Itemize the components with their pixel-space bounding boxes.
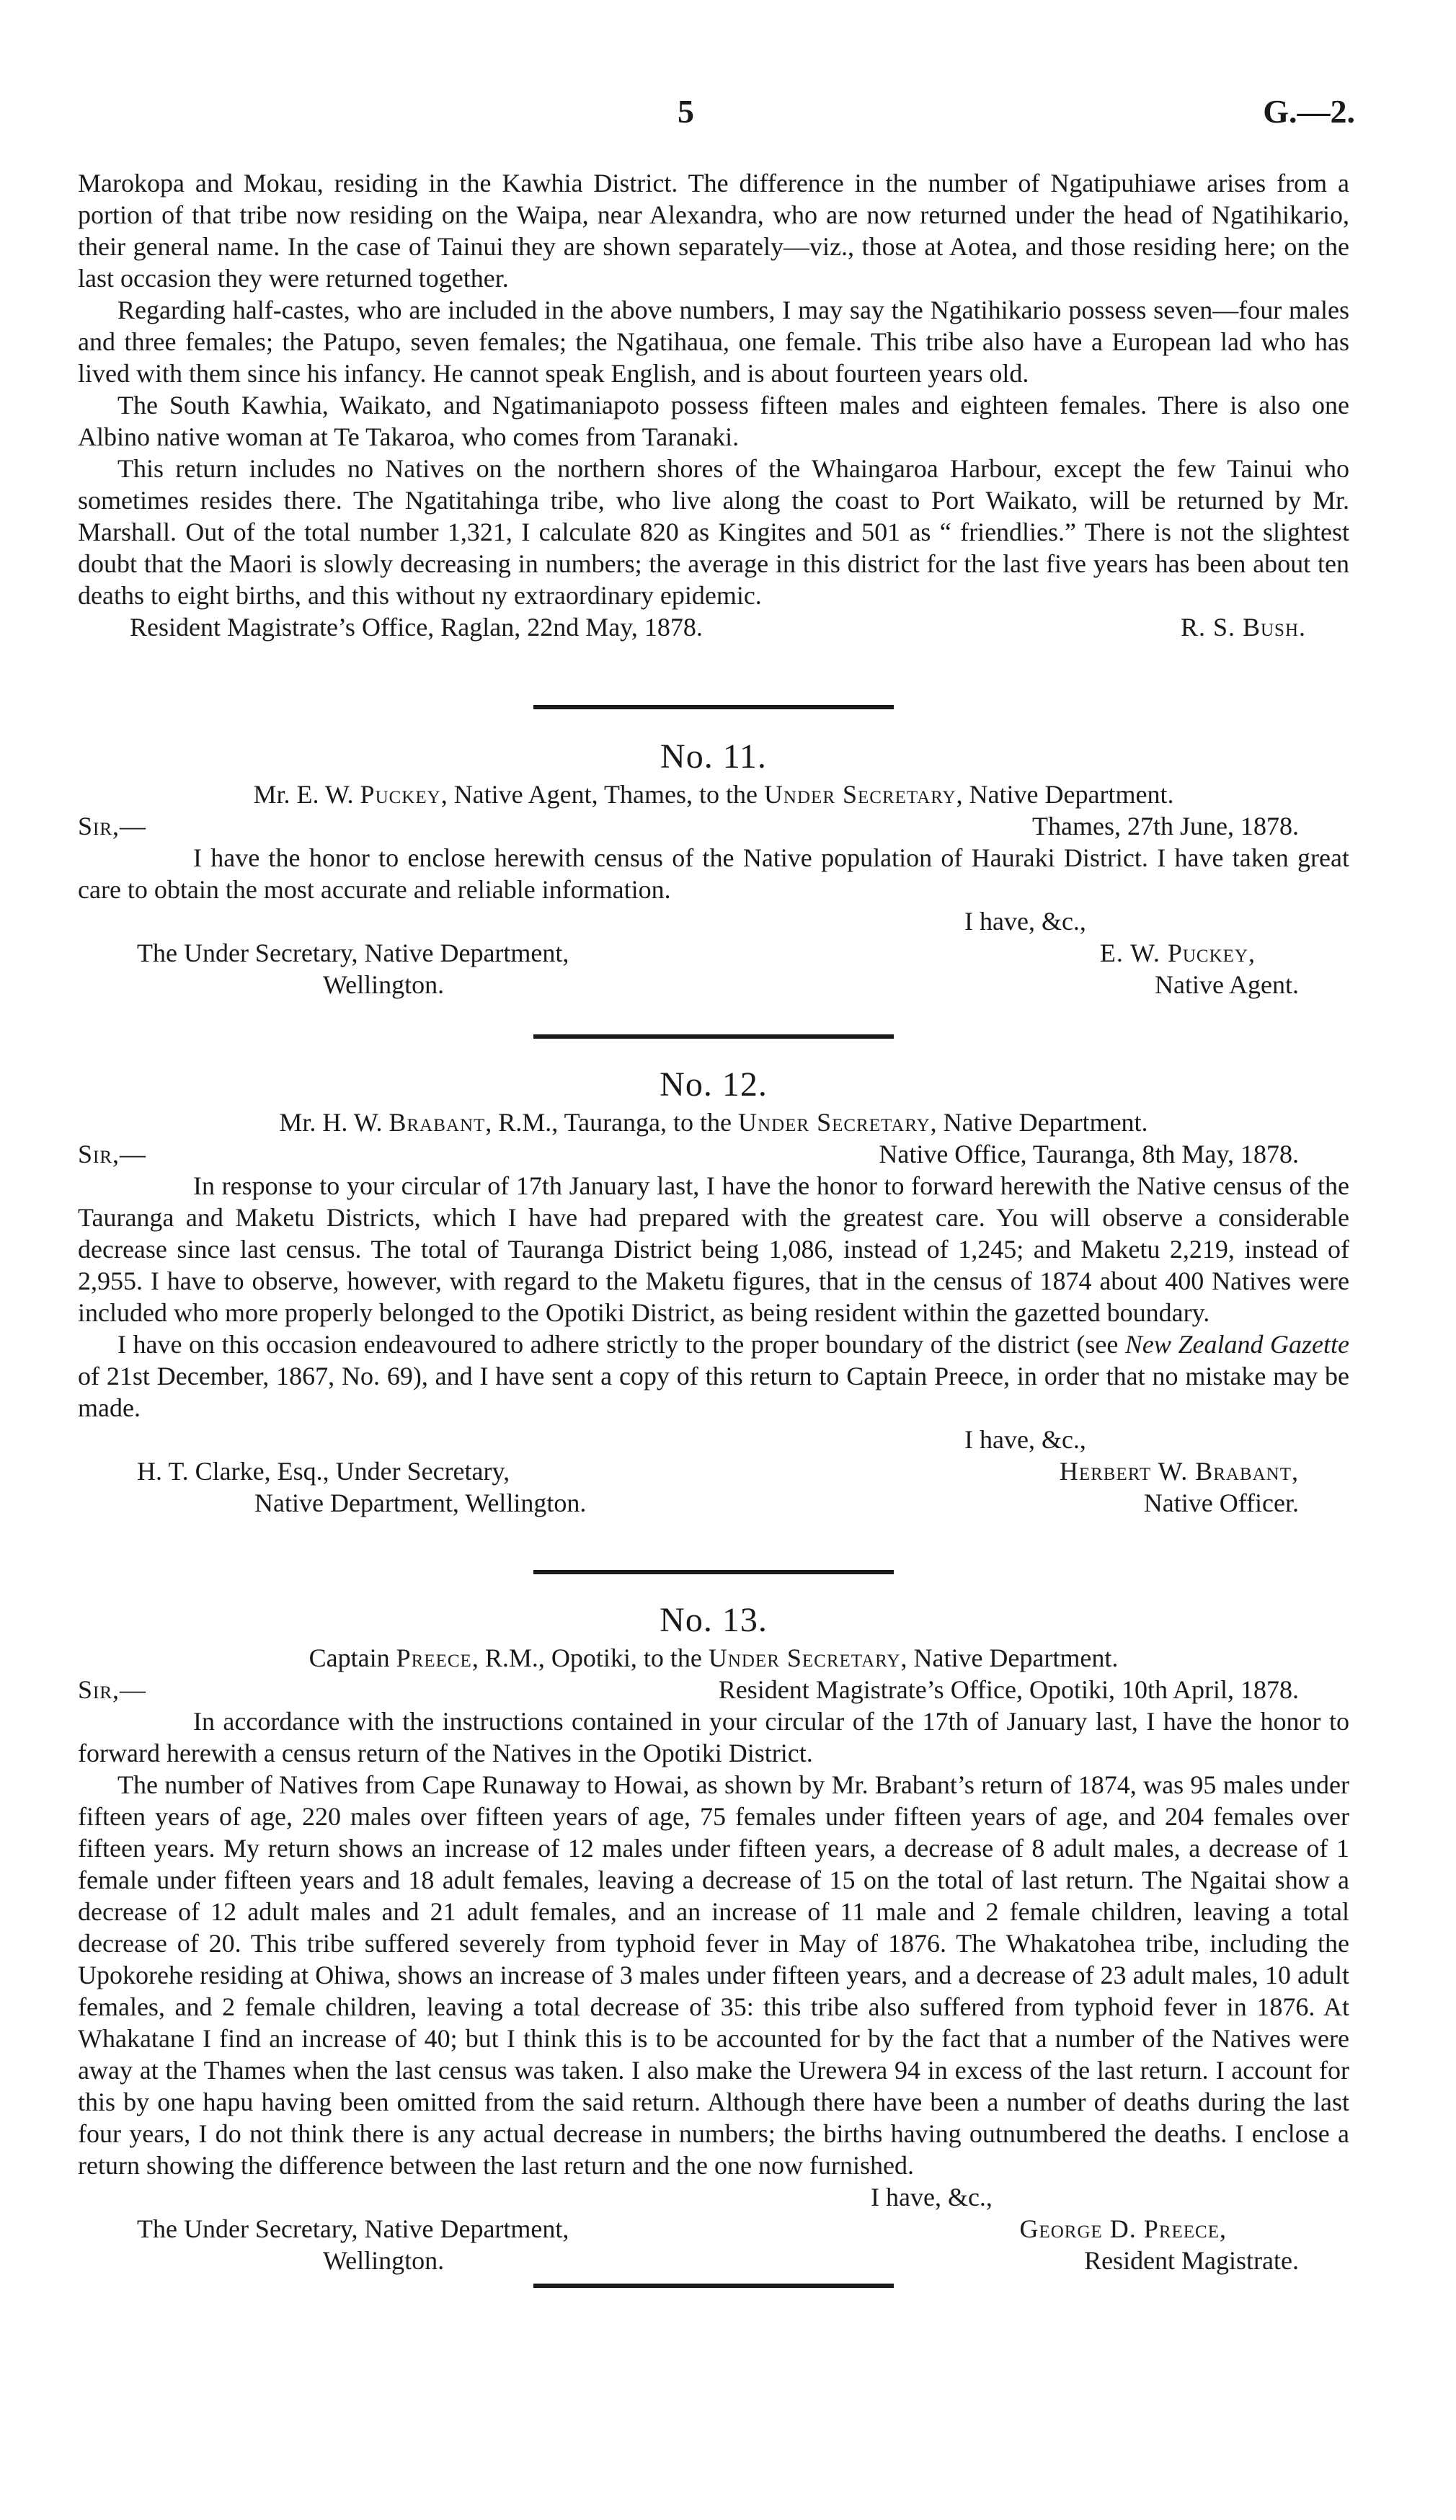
- section-divider: [533, 1570, 894, 1574]
- section-title: [78, 1106, 1349, 1138]
- title-name: Brabant: [389, 1108, 486, 1137]
- title-text: , Native Department.: [956, 780, 1174, 809]
- signer-title: Native Agent.: [1155, 970, 1299, 999]
- section-number: No. 12.: [660, 1065, 768, 1104]
- title-text: , Native Agent, Thames, to the: [440, 780, 764, 809]
- title-text: Captain: [308, 1643, 396, 1672]
- section-title: [78, 778, 1349, 810]
- salutation: Sir,—: [78, 812, 147, 840]
- letter-body: In response to your circular of 17th January last, I have the honor to forward herewith the Native census of the Tauranga and Maketu Districts, which I have had prepared with the greatest care. You will observe a considerable decrease since last census. The total of Tauranga District being 1,086, instead of 1,245; and Maketu 2,219, instead of 2,955. I have to observe, however, with regard to the Maketu figures, that in the census of 1874 about 400 Natives were included who more properly belonged to the Opotiki District, as being resident within the gazetted boundary.: [78, 1171, 1349, 1327]
- closing: I have, &c.,: [871, 2183, 993, 2211]
- title-text: , Native Department.: [900, 1643, 1119, 1672]
- section-title: [78, 1642, 1349, 1674]
- title-recipient: Under Secretary: [738, 1108, 931, 1137]
- signature-block: [78, 1487, 1349, 1519]
- signature-block: [78, 969, 1349, 1001]
- closing: I have, &c.,: [964, 1425, 1086, 1454]
- sign-name: R. S. Bush.: [1180, 613, 1306, 642]
- section-no-12: [78, 1063, 1349, 1519]
- signer-name: George D. Preece,: [1019, 2214, 1227, 2243]
- signer-name: E. W. Puckey,: [1099, 939, 1256, 967]
- body-text: of 21st December, 1867, No. 69), and I have sent a copy of this return to Captain Preece, in order that no mistake may be made.: [78, 1362, 1349, 1422]
- place-date: Thames, 27th June, 1878.: [1032, 812, 1299, 840]
- signer-name: Herbert W. Brabant,: [1059, 1457, 1299, 1486]
- addressee: Native Department, Wellington.: [254, 1489, 587, 1517]
- section-divider: [533, 1034, 894, 1039]
- title-text: , R.M., Opotiki, to the: [471, 1643, 709, 1672]
- signature-block: [78, 2245, 1349, 2276]
- section-divider: [533, 705, 894, 709]
- section-no-13: [78, 1599, 1349, 2276]
- page-number: 5: [678, 93, 694, 130]
- title-text: Mr. H. W.: [279, 1108, 389, 1137]
- letter-body: I have the honor to enclose herewith census of the Native population of Hauraki District. I have taken great care to obtain the most accurate and reliable information.: [78, 843, 1349, 904]
- title-recipient: Under Secretary: [708, 1643, 901, 1672]
- title-text: , Native Department.: [930, 1108, 1148, 1137]
- letter-body: In accordance with the instructions contained in your circular of the 17th of January last, I have the honor to forward herewith a census return of the Natives in the Opotiki District.: [78, 1707, 1349, 1767]
- section-number: No. 13.: [660, 1601, 768, 1639]
- gazette-title: New Zealand Gazette: [1124, 1330, 1349, 1359]
- section-no-11: [78, 735, 1349, 1001]
- section-divider: [533, 2284, 894, 2288]
- signature-line: [78, 611, 1349, 643]
- place-date: Native Office, Tauranga, 8th May, 1878.: [879, 1140, 1299, 1168]
- place-date: Resident Magistrate’s Office, Opotiki, 10th April, 1878.: [718, 1675, 1299, 1704]
- signer-title: Native Officer.: [1143, 1489, 1299, 1517]
- title-text: Mr. E. W.: [253, 780, 360, 809]
- intro-section: [78, 167, 1349, 643]
- salutation-line: [78, 1138, 1349, 1170]
- signature-block: [78, 937, 1349, 969]
- signature-block: [78, 2213, 1349, 2245]
- paragraph: The South Kawhia, Waikato, and Ngatimaniapoto possess fifteen males and eighteen females. There is also one Albino native woman at Te Takaroa, who comes from Taranaki.: [78, 391, 1349, 451]
- title-name: Puckey: [360, 780, 441, 809]
- signature-block: [78, 1455, 1349, 1487]
- paragraph: Marokopa and Mokau, residing in the Kawhia District. The difference in the number of Ngatipuhiawe arises from a portion of that tribe now residing on the Waipa, near Alexandra, who are now returned under the head of Ngatihikario, their general name. In the case of Tainui they are shown separately—viz., those at Aotea, and those residing here; on the last occasion they were returned together.: [78, 169, 1349, 293]
- title-text: , R.M., Tauranga, to the: [485, 1108, 739, 1137]
- section-number: No. 11.: [660, 737, 767, 776]
- title-name: Preece: [396, 1643, 472, 1672]
- addressee: The Under Secretary, Native Department,: [137, 2214, 569, 2243]
- addressee: Wellington.: [323, 2246, 445, 2275]
- salutation: Sir,—: [78, 1140, 147, 1168]
- body-text: I have on this occasion endeavoured to adhere strictly to the proper boundary of the district (see: [117, 1330, 1125, 1359]
- addressee: The Under Secretary, Native Department,: [137, 939, 569, 967]
- salutation: Sir,—: [78, 1675, 147, 1704]
- letter-body: The number of Natives from Cape Runaway to Howai, as shown by Mr. Brabant’s return of 1874, was 95 males under fifteen years of age, 220 males over fifteen years of age, 75 females under fifteen years of age, and 204 females over fifteen years. My return shows an increase of 12 males under fifteen years, a decrease of 8 adult males, a decrease of 1 female under fifteen years and 18 adult females, leaving a decrease of 15 on the total of last return. The Ngaitai show a decrease of 12 adult males and 21 adult females, and an increase of 11 male and 2 female children, leaving a total decrease of 20. This tribe suffered severely from typhoid fever in May of 1876. The Whakatohea tribe, including the Upokorehe residing at Ohiwa, shows an increase of 3 males under fifteen years, and a decrease of 23 adult males, 10 adult females, and 2 female children, leaving a total decrease of 35: this tribe also suffered from typhoid fever in 1876. At Whakatane I find an increase of 40; but I think this is to be accounted for by the fact that a number of the Natives were away at the Thames when the last census was taken. I also make the Urewera 94 in excess of the last return. I account for this by one hapu having been omitted from the said return. Although there have been a number of deaths during the last four years, I do not think there is any actual decrease in numbers; the births having outnumbered the deaths. I enclose a return showing the difference between the last return and the one now furnished.: [78, 1770, 1349, 2180]
- salutation-line: [78, 810, 1349, 842]
- signer-title: Resident Magistrate.: [1084, 2246, 1299, 2275]
- document-reference: G.—2.: [1263, 93, 1355, 130]
- salutation-line: [78, 1674, 1349, 1705]
- letter-body: [78, 1328, 1349, 1424]
- closing: I have, &c.,: [964, 907, 1086, 936]
- addressee: Wellington.: [323, 970, 445, 999]
- title-recipient: Under Secretary: [763, 780, 956, 809]
- sign-office: Resident Magistrate’s Office, Raglan, 22nd May, 1878.: [130, 613, 703, 642]
- addressee: H. T. Clarke, Esq., Under Secretary,: [137, 1457, 510, 1486]
- paragraph: This return includes no Natives on the northern shores of the Whaingaroa Harbour, except the few Tainui who sometimes resides there. The Ngatitahinga tribe, who live along the coast to Port Waikato, will be returned by Mr. Marshall. Out of the total number 1,321, I calculate 820 as Kingites and 501 as “ friendlies.” There is not the slightest doubt that the Maori is slowly decreasing in numbers; the average in this district for the last five years has been about ten deaths to eight births, and this without ny extraordinary epidemic.: [78, 454, 1349, 610]
- paragraph: Regarding half-castes, who are included in the above numbers, I may say the Ngatihikario possess seven—four males and three females; the Patupo, seven females; the Ngatihaua, one female. This tribe also have a European lad who has lived with them since his infancy. He cannot speak English, and is about fourteen years old.: [78, 296, 1349, 388]
